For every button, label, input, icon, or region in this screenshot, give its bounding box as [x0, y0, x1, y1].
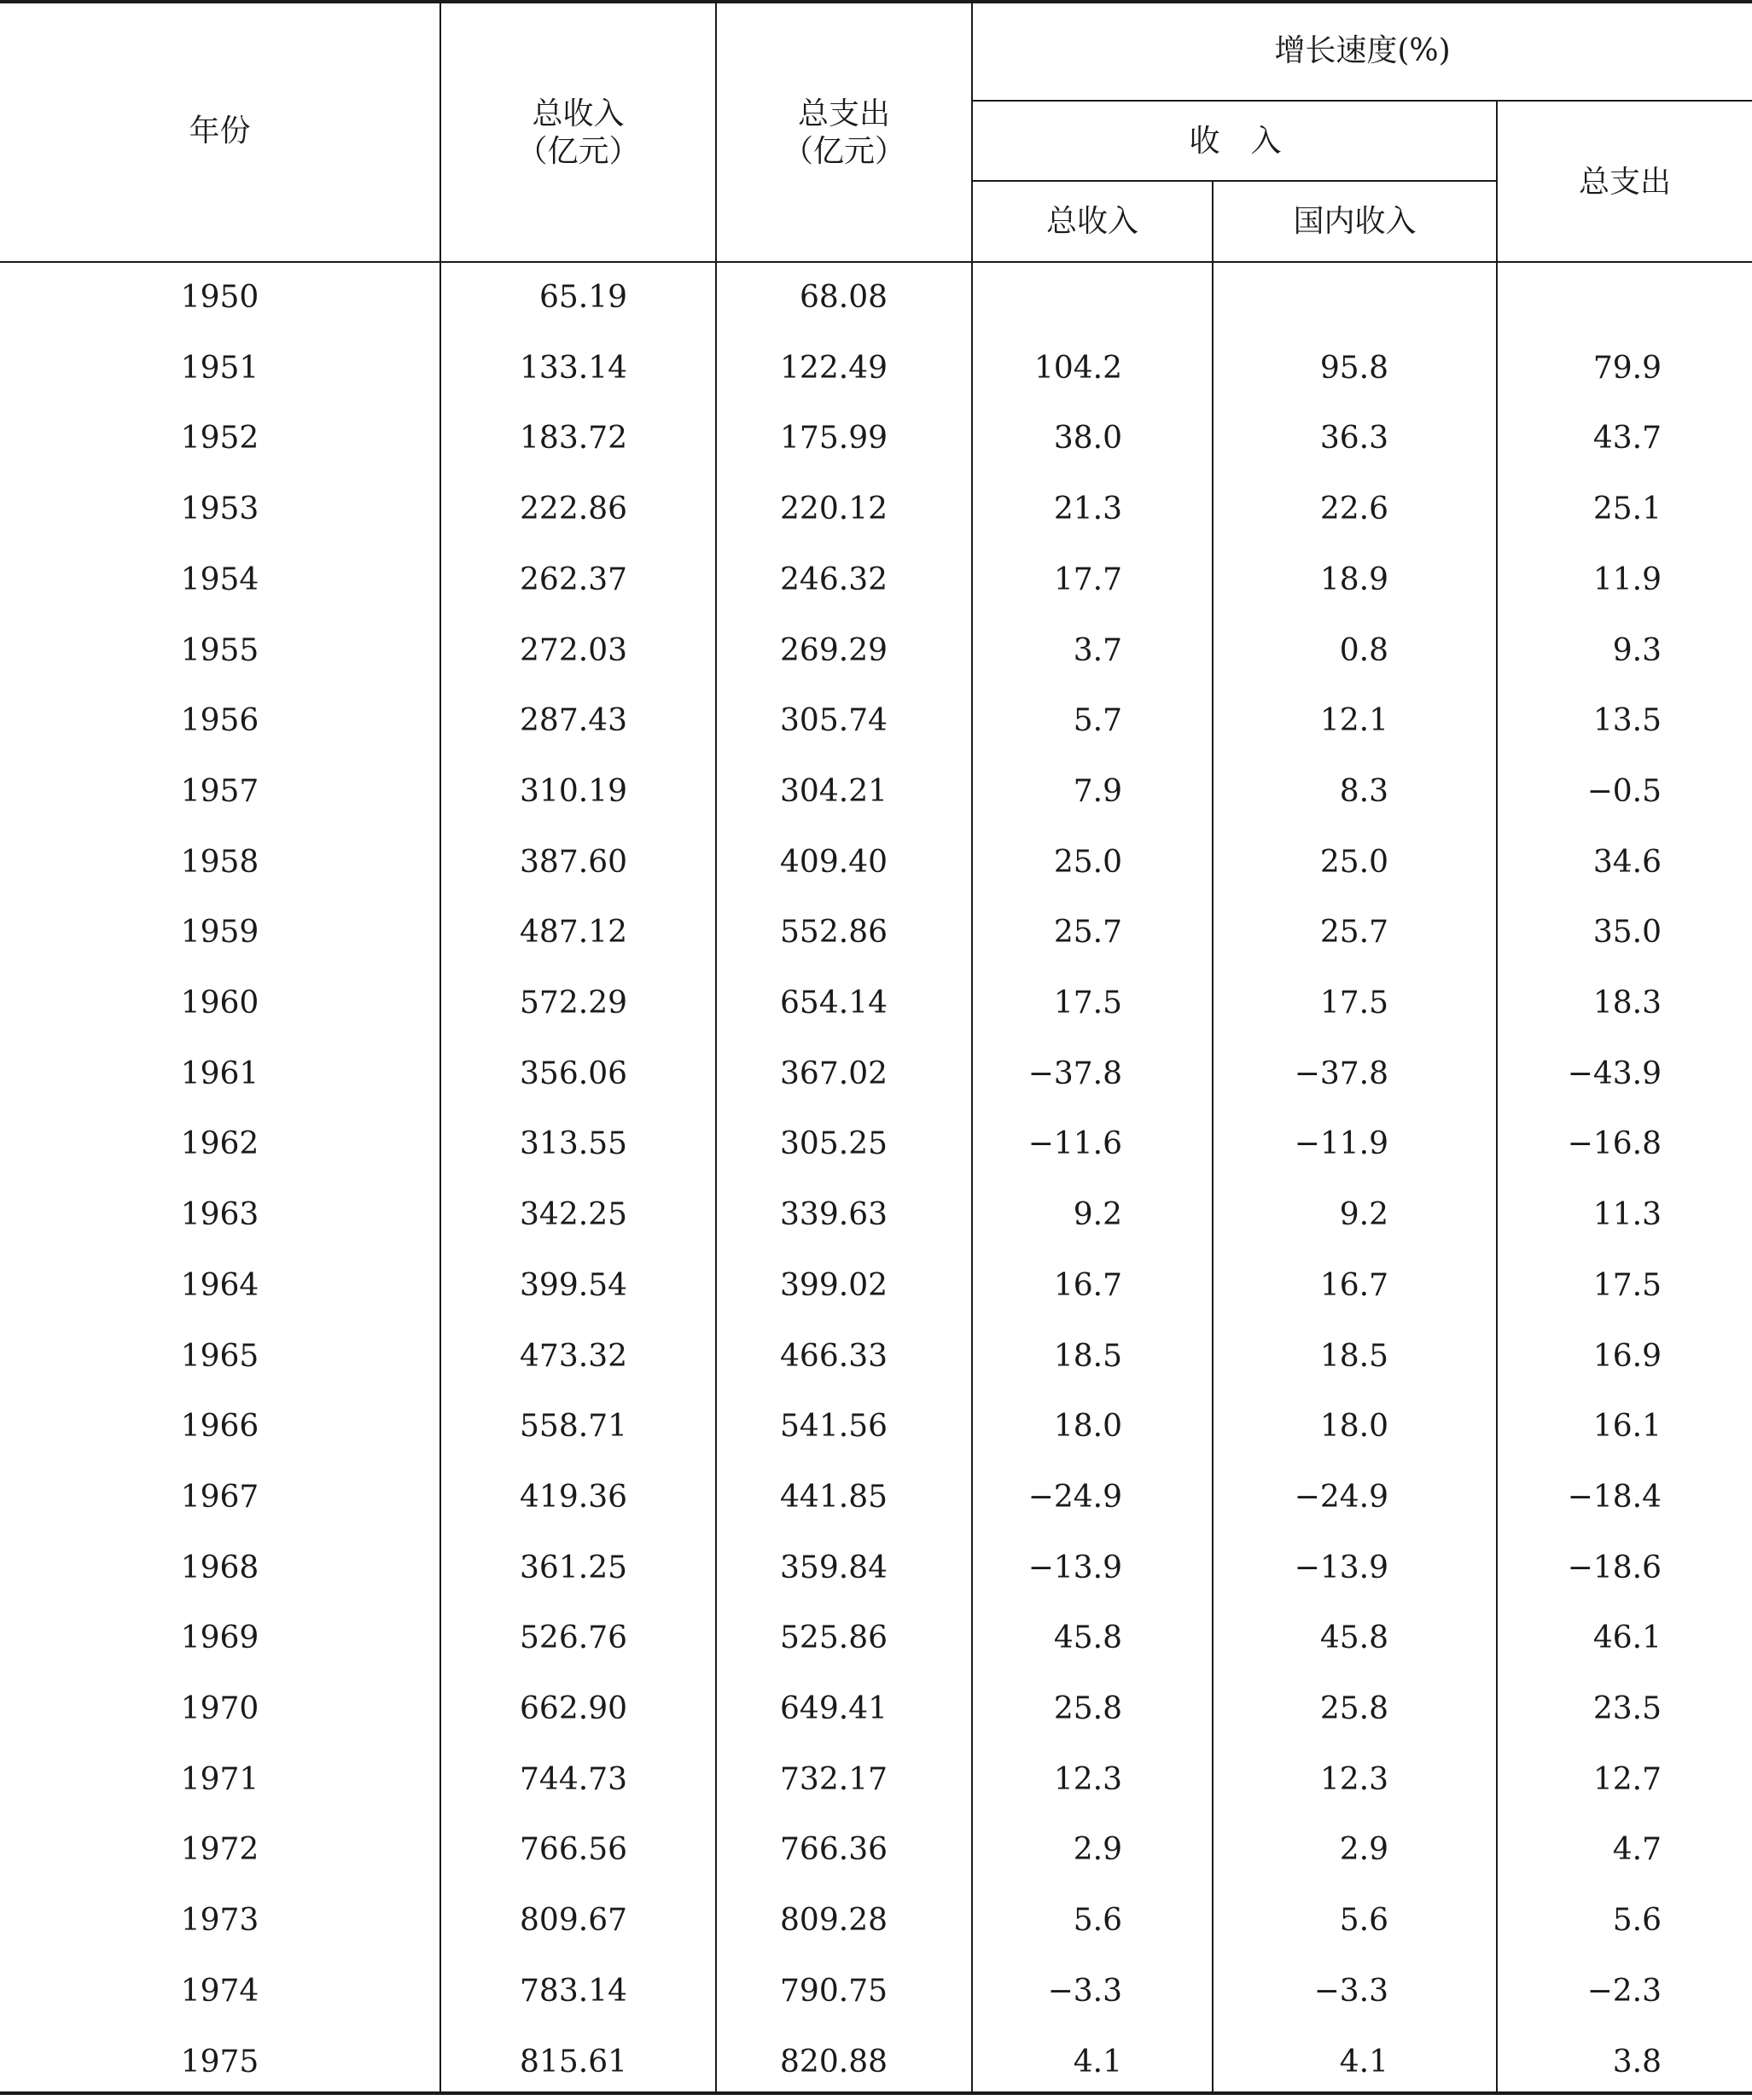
cell-year: 1975 — [180, 2044, 259, 2080]
cell-year: 1956 — [180, 703, 259, 739]
cell-total-expenditure: 269.29 — [780, 632, 888, 668]
cell-growth-domestic-income: 2.9 — [1339, 1832, 1388, 1868]
header-growth: 增长速度(%) — [1274, 33, 1451, 68]
table-row — [0, 1886, 1752, 1957]
cell-growth-total-income: 7.9 — [1073, 773, 1122, 809]
table-row — [0, 616, 1752, 687]
cell-growth-total-expenditure: 11.9 — [1592, 561, 1662, 597]
table-row — [0, 1039, 1752, 1110]
cell-growth-domestic-income: 18.0 — [1319, 1409, 1388, 1445]
cell-year: 1967 — [180, 1479, 259, 1515]
header-year: 年份 — [189, 113, 251, 148]
cell-year: 1958 — [180, 844, 259, 880]
cell-total-income: 783.14 — [520, 1973, 627, 2009]
cell-growth-total-expenditure: 4.7 — [1612, 1832, 1662, 1868]
table-row — [0, 404, 1752, 474]
table-row — [0, 686, 1752, 757]
table-row — [0, 1957, 1752, 2027]
cell-growth-total-expenditure: 11.3 — [1592, 1197, 1662, 1233]
cell-total-expenditure: 525.86 — [780, 1620, 888, 1656]
cell-total-income: 419.36 — [520, 1479, 627, 1515]
cell-growth-total-expenditure: 34.6 — [1592, 844, 1662, 880]
cell-year: 1964 — [180, 1267, 259, 1303]
cell-growth-domestic-income: 36.3 — [1319, 421, 1388, 457]
cell-year: 1962 — [180, 1126, 259, 1162]
header-total-expenditure — [717, 96, 971, 171]
cell-total-income: 744.73 — [520, 1761, 627, 1797]
cell-growth-domestic-income: 12.3 — [1319, 1761, 1388, 1797]
cell-growth-total-income: 18.0 — [1053, 1409, 1122, 1445]
cell-total-expenditure: 732.17 — [780, 1761, 888, 1797]
cell-growth-domestic-income: 25.0 — [1319, 844, 1388, 880]
cell-growth-domestic-income: −11.9 — [1294, 1126, 1388, 1162]
cell-total-expenditure: 246.32 — [780, 561, 888, 597]
cell-total-expenditure: 552.86 — [780, 915, 888, 951]
cell-year: 1959 — [180, 915, 259, 951]
cell-growth-total-expenditure: 25.1 — [1592, 492, 1662, 527]
table-row — [0, 757, 1752, 828]
bottom-rule — [0, 2091, 1752, 2095]
header-growth-total-income: 总收入 — [1045, 204, 1138, 239]
cell-total-expenditure: 175.99 — [780, 421, 888, 457]
cell-total-income: 262.37 — [520, 561, 627, 597]
cell-growth-total-expenditure: 43.7 — [1592, 421, 1662, 457]
cell-growth-domestic-income: −3.3 — [1313, 1973, 1388, 2009]
cell-total-expenditure: 305.74 — [780, 703, 888, 739]
cell-growth-total-expenditure: −0.5 — [1586, 773, 1662, 809]
cell-total-income: 558.71 — [520, 1409, 627, 1445]
cell-total-expenditure: 68.08 — [799, 280, 888, 315]
table-row — [0, 1180, 1752, 1251]
header-growth-total-expenditure: 总支出 — [1578, 165, 1671, 200]
cell-growth-domestic-income: 25.7 — [1319, 915, 1388, 951]
cell-growth-total-expenditure: 3.8 — [1612, 2044, 1662, 2080]
cell-growth-total-expenditure: 9.3 — [1612, 632, 1662, 668]
header-divider — [971, 180, 1498, 182]
table-row — [0, 334, 1752, 404]
table-row — [0, 1463, 1752, 1533]
header-growth-domestic-income: 国内收入 — [1293, 204, 1417, 239]
cell-growth-total-income: 5.6 — [1073, 1903, 1122, 1939]
cell-total-income: 766.56 — [520, 1832, 627, 1868]
cell-total-income: 272.03 — [520, 632, 627, 668]
cell-total-income: 387.60 — [520, 844, 627, 880]
cell-year: 1960 — [180, 986, 259, 1021]
cell-year: 1973 — [180, 1903, 259, 1939]
cell-growth-total-income: 25.8 — [1053, 1691, 1122, 1726]
cell-total-income: 313.55 — [520, 1126, 627, 1162]
table-row — [0, 1533, 1752, 1604]
cell-year: 1966 — [180, 1409, 259, 1445]
cell-year: 1950 — [180, 280, 259, 315]
cell-year: 1972 — [180, 1832, 259, 1868]
cell-total-income: 662.90 — [520, 1691, 627, 1726]
cell-growth-domestic-income: −13.9 — [1294, 1550, 1388, 1585]
table-row — [0, 828, 1752, 899]
cell-total-expenditure: 339.63 — [780, 1197, 888, 1233]
header-total-income-label: 总收入 — [532, 96, 625, 131]
cell-total-expenditure: 466.33 — [780, 1338, 888, 1374]
cell-year: 1970 — [180, 1691, 259, 1726]
top-rule — [0, 0, 1752, 3]
cell-growth-domestic-income: 18.9 — [1319, 561, 1388, 597]
cell-total-expenditure: 409.40 — [780, 844, 888, 880]
cell-growth-domestic-income: 9.2 — [1339, 1197, 1388, 1233]
cell-growth-total-income: 17.7 — [1053, 561, 1122, 597]
table-row — [0, 1392, 1752, 1463]
cell-growth-total-expenditure: −16.8 — [1567, 1126, 1662, 1162]
cell-year: 1971 — [180, 1761, 259, 1797]
cell-growth-total-expenditure: 35.0 — [1592, 915, 1662, 951]
cell-total-income: 356.06 — [520, 1056, 627, 1091]
cell-growth-total-income: −13.9 — [1027, 1550, 1122, 1585]
table-row — [0, 1603, 1752, 1674]
cell-growth-total-expenditure: 23.5 — [1592, 1691, 1662, 1726]
cell-growth-total-expenditure: 16.9 — [1592, 1338, 1662, 1374]
header-income: 收 入 — [1189, 124, 1282, 159]
table-row — [0, 1815, 1752, 1886]
cell-year: 1955 — [180, 632, 259, 668]
cell-growth-total-income: 4.1 — [1073, 2044, 1122, 2080]
cell-growth-total-income: 21.3 — [1053, 492, 1122, 527]
cell-growth-total-income: 16.7 — [1053, 1267, 1122, 1303]
cell-total-income: 487.12 — [520, 915, 627, 951]
cell-total-income: 222.86 — [520, 492, 627, 527]
cell-growth-total-income: 18.5 — [1053, 1338, 1122, 1374]
cell-growth-domestic-income: 45.8 — [1319, 1620, 1388, 1656]
header-divider — [971, 100, 1752, 102]
cell-total-expenditure: 790.75 — [780, 1973, 888, 2009]
cell-total-expenditure: 820.88 — [780, 2044, 888, 2080]
cell-growth-total-expenditure: 46.1 — [1592, 1620, 1662, 1656]
cell-total-expenditure: 649.41 — [780, 1691, 888, 1726]
cell-year: 1969 — [180, 1620, 259, 1656]
cell-total-income: 133.14 — [520, 350, 627, 386]
cell-growth-total-income: 17.5 — [1053, 986, 1122, 1021]
cell-total-expenditure: 305.25 — [780, 1126, 888, 1162]
table-row — [0, 2027, 1752, 2098]
cell-growth-domestic-income: 17.5 — [1319, 986, 1388, 1021]
cell-growth-domestic-income: −37.8 — [1294, 1056, 1388, 1091]
cell-year: 1951 — [180, 350, 259, 386]
cell-total-income: 572.29 — [520, 986, 627, 1021]
cell-total-income: 399.54 — [520, 1267, 627, 1303]
cell-total-expenditure: 766.36 — [780, 1832, 888, 1868]
cell-growth-total-income: 25.7 — [1053, 915, 1122, 951]
table-row — [0, 898, 1752, 969]
cell-year: 1957 — [180, 773, 259, 809]
cell-year: 1968 — [180, 1550, 259, 1585]
cell-growth-total-income: 9.2 — [1073, 1197, 1122, 1233]
cell-growth-total-income: 45.8 — [1053, 1620, 1122, 1656]
cell-growth-total-income — [973, 263, 1122, 334]
header-total-expenditure-unit: （亿元） — [782, 134, 905, 169]
cell-total-expenditure: 441.85 — [780, 1479, 888, 1515]
cell-growth-domestic-income: 12.1 — [1319, 703, 1388, 739]
cell-growth-total-expenditure: 12.7 — [1592, 1761, 1662, 1797]
cell-growth-total-income: 2.9 — [1073, 1832, 1122, 1868]
cell-growth-total-expenditure: −18.6 — [1567, 1550, 1662, 1585]
cell-growth-domestic-income: −24.9 — [1294, 1479, 1388, 1515]
table-row — [0, 1251, 1752, 1322]
cell-total-expenditure: 359.84 — [780, 1550, 888, 1585]
cell-growth-domestic-income: 0.8 — [1339, 632, 1388, 668]
table-row — [0, 969, 1752, 1039]
cell-growth-domestic-income — [1214, 263, 1388, 334]
cell-year: 1954 — [180, 561, 259, 597]
cell-growth-total-income: 104.2 — [1033, 350, 1122, 386]
cell-total-expenditure: 399.02 — [780, 1267, 888, 1303]
header-total-expenditure-label: 总支出 — [797, 96, 890, 131]
cell-growth-total-expenditure — [1498, 263, 1662, 334]
cell-growth-total-expenditure: 17.5 — [1592, 1267, 1662, 1303]
cell-growth-total-income: 5.7 — [1073, 703, 1122, 739]
cell-growth-domestic-income: 8.3 — [1339, 773, 1388, 809]
cell-growth-total-expenditure: −2.3 — [1586, 1973, 1662, 2009]
cell-total-income: 473.32 — [520, 1338, 627, 1374]
header-total-income-unit: （亿元） — [516, 134, 640, 169]
cell-growth-total-income: −37.8 — [1027, 1056, 1122, 1091]
cell-growth-total-expenditure: 18.3 — [1592, 986, 1662, 1021]
cell-year: 1952 — [180, 421, 259, 457]
cell-total-expenditure: 220.12 — [780, 492, 888, 527]
cell-total-income: 65.19 — [538, 280, 627, 315]
cell-growth-total-income: −3.3 — [1047, 1973, 1122, 2009]
cell-total-income: 342.25 — [520, 1197, 627, 1233]
cell-total-income: 287.43 — [520, 703, 627, 739]
table-row — [0, 1322, 1752, 1393]
cell-year: 1963 — [180, 1197, 259, 1233]
cell-total-expenditure: 304.21 — [780, 773, 888, 809]
table-row — [0, 1674, 1752, 1745]
cell-growth-total-income: −11.6 — [1027, 1126, 1122, 1162]
cell-growth-total-income: 25.0 — [1053, 844, 1122, 880]
cell-total-expenditure: 122.49 — [780, 350, 888, 386]
cell-total-income: 361.25 — [520, 1550, 627, 1585]
cell-growth-total-income: 12.3 — [1053, 1761, 1122, 1797]
cell-growth-domestic-income: 25.8 — [1319, 1691, 1388, 1726]
cell-total-expenditure: 367.02 — [780, 1056, 888, 1091]
cell-growth-domestic-income: 4.1 — [1339, 2044, 1388, 2080]
cell-growth-total-expenditure: −43.9 — [1567, 1056, 1662, 1091]
cell-growth-total-expenditure: −18.4 — [1567, 1479, 1662, 1515]
cell-growth-total-income: 3.7 — [1073, 632, 1122, 668]
cell-year: 1974 — [180, 1973, 259, 2009]
header-total-income — [441, 96, 715, 171]
cell-total-expenditure: 809.28 — [780, 1903, 888, 1939]
cell-total-expenditure: 541.56 — [780, 1409, 888, 1445]
cell-growth-domestic-income: 5.6 — [1339, 1903, 1388, 1939]
cell-total-income: 183.72 — [520, 421, 627, 457]
cell-total-income: 526.76 — [520, 1620, 627, 1656]
cell-growth-total-income: 38.0 — [1053, 421, 1122, 457]
table-row — [0, 474, 1752, 545]
cell-total-income: 809.67 — [520, 1903, 627, 1939]
table-row — [0, 1745, 1752, 1816]
cell-growth-domestic-income: 18.5 — [1319, 1338, 1388, 1374]
cell-total-income: 310.19 — [520, 773, 627, 809]
cell-growth-total-expenditure: 79.9 — [1592, 350, 1662, 386]
cell-growth-domestic-income: 16.7 — [1319, 1267, 1388, 1303]
table-row — [0, 545, 1752, 616]
cell-year: 1965 — [180, 1338, 259, 1374]
cell-total-income: 815.61 — [520, 2044, 627, 2080]
table-row — [0, 263, 1752, 334]
cell-growth-total-expenditure: 5.6 — [1612, 1903, 1662, 1939]
cell-total-expenditure: 654.14 — [780, 986, 888, 1021]
cell-growth-total-expenditure: 13.5 — [1592, 703, 1662, 739]
cell-growth-total-income: −24.9 — [1027, 1479, 1122, 1515]
cell-year: 1953 — [180, 492, 259, 527]
cell-growth-domestic-income: 95.8 — [1319, 350, 1388, 386]
cell-growth-domestic-income: 22.6 — [1319, 492, 1388, 527]
cell-year: 1961 — [180, 1056, 259, 1091]
table-row — [0, 1109, 1752, 1180]
cell-growth-total-expenditure: 16.1 — [1592, 1409, 1662, 1445]
